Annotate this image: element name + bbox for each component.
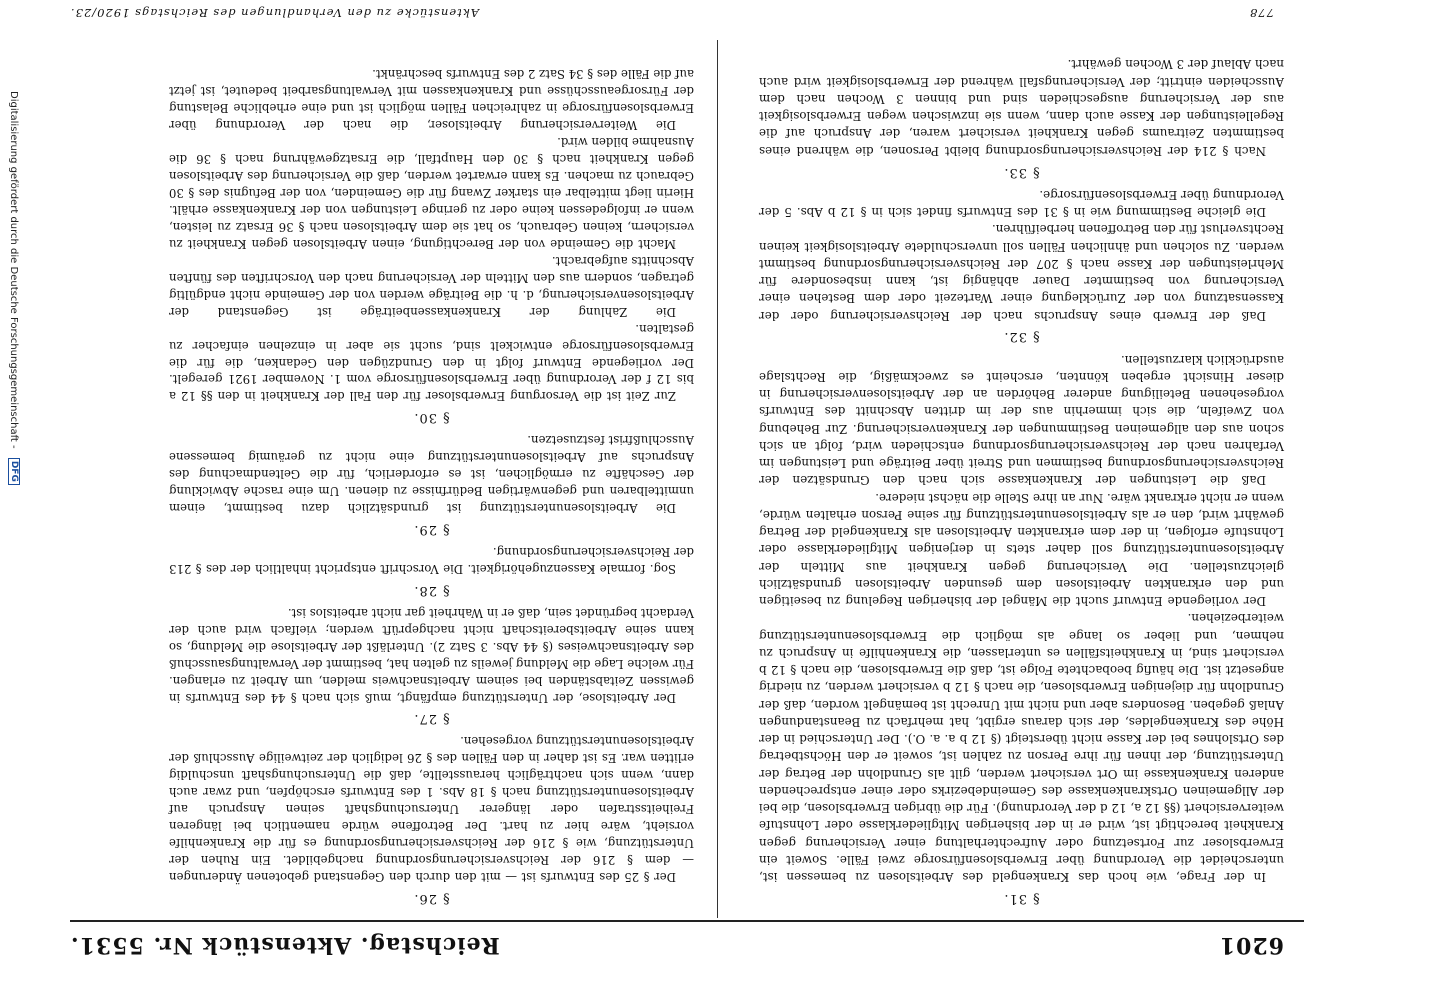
paragraph: Der vorliegende Entwurf sucht die Mängel der bisherigen Regelung zu beseitigen und den erkrankten Arbeitslosen dem gesunden Arbeitslosen grundsätzlich gleichzustellen. Die Versicherung gegen Krankheit aus Mitteln der Arbeitslosenunterstützung soll daher stets in derjenigen Mitgliederklasse oder Lohnstufe erfolgen, in der dem erkrankten Arbeitslosen als Krankengeld der Betrag gewährt wird, den er als Arbeitslosenunterstützung für seine Person erhalten würde, wenn er nicht erkrankt wäre. Nur an ihre Stelle die nächst niedere.: [759, 490, 1284, 609]
credit-text: Digitalisierung gefördert durch die Deutsche Forschungsgemeinschaft -: [8, 91, 20, 449]
section-heading: § 30.: [413, 410, 450, 426]
running-title: Reichstag. Aktenstück Nr. 5531.: [70, 932, 500, 958]
sheet-number: 778: [1249, 6, 1274, 20]
digitization-credit: [4, 91, 20, 891]
page-number: 6201: [1218, 932, 1284, 958]
paragraph: Die Weiterversicherung Arbeitsloser, die nach der Verordnung über Erwerbslosenfürsorge in zahlreichen Fällen möglich ist und eine erhebliche Belastung der Fürsorgeausschüsse und Krankenkassen mit Verwaltungsarbeit bedeutet, ist jetzt auf die Fälle des § 34 Satz 2 des Entwurfs beschränkt.: [169, 67, 694, 132]
header-rule: [70, 920, 1304, 922]
paragraph: Macht die Gemeinde von der Berechtigung, einen Arbeitslosen gegen Krankheit zu versichern, keinen Gebrauch, so hat sie dem Arbeitslosen nach § 36 Ersatz zu leisten, wenn er infolgedessen keine oder zu geringe Leistungen von der Krankenkasse erhält. Hierin liegt mittelbar ein starker Zwang für die Gemeinden, von der Befugnis des § 30 Gebrauch zu machen. Es kann erwartet werden, daß die Versicherung des Arbeitslosen gegen Krankheit nach § 30 den Hauptfall, die Ersatzgewährung nach § 36 die Ausnahme bilden wird.: [169, 134, 694, 251]
paragraph: Die gleiche Bestimmung wie in § 31 des Entwurfs findet sich in § 12 b Abs. 5 der Verordnung über Erwerbslosenfürsorge.: [759, 187, 1284, 220]
paragraph: Der Arbeitslose, der Unterstützung empfängt, muß sich nach § 44 des Entwurfs in gewissen Zeitabständen bei seinem Arbeitsnachweis melden, um Arbeit zu erlangen. Für welche Lage die Meldung jeweils zu gelten hat, bestimmt der Verwaltungsausschuß des Arbeitsnachweises (§ 44 Abs. 3 Satz 2). Unterläßt der Arbeitslose die Meldung, so kann seine Arbeitsbereitschaft nicht nachgeprüft werden; vielfach wird auch der Verdacht begründet sein, daß er in Wahrheit gar nicht arbeitslos ist.: [169, 605, 694, 705]
paragraph: Die Zahlung der Krankenkassenbeiträge ist Gegenstand der Arbeitslosenversicherung, d. h. die Beiträge werden von der Gemeinde nicht endgültig getragen, sondern aus den Mitteln der Versicherung nach den Vorschriften des fünften Abschnitts aufgebracht.: [169, 253, 694, 319]
right-column: [169, 65, 694, 912]
left-column: [759, 55, 1284, 912]
section-heading: § 29.: [413, 522, 450, 537]
dfg-logo: DFG: [8, 458, 20, 485]
section-heading: § 33.: [1003, 164, 1040, 180]
paragraph: Die Arbeitslosenunterstützung ist grundsätzlich dazu bestimmt, einem unmittelbaren und gegenwärtigen Bedürfnisse zu dienen. Um eine rasche Abwicklung der Geschäfte zu ermöglichen, ist es erforderlich, für die Geltendmachung des Anspruchs auf Arbeitslosenunterstützung eine nicht zu geräumig bemessene Ausschlußfrist festzusetzen.: [169, 433, 694, 516]
paragraph: Daß die Leistungen der Krankenkasse sich nach den Grundsätzen der Reichsversicherungsordnung bestimmen und Streit über Beiträge und Leistungen im Verfahren nach der Reichsversicherungsordnung entschieden wird, folgt an sich schon aus den allgemeinen Bestimmungen der Krankenversicherung. Zur Behebung von Zweifeln, die sich immerhin aus der im dritten Abschnitt des Entwurfs vorgesehenen Beteiligung anderer Behörden an der Arbeitslosenversicherung in dieser Hinsicht ergeben könnten, erscheint es zweckmäßig, die Rechtslage ausdrücklich klarzustellen.: [759, 352, 1284, 488]
section-heading: § 26.: [413, 891, 450, 906]
column-divider: [717, 40, 718, 918]
section-heading: § 28.: [413, 582, 450, 598]
section-heading: § 32.: [1003, 329, 1040, 345]
paragraph: Daß der Erwerb eines Anspruchs nach der Reichsversicherung oder der Kassensatzung von der Zurücklegung einer Wartezeit oder dem Bestehen einer Versicherung von bestimmter Dauer abhängig ist, kann insbesondere für Mehrleistungen der Kasse nach § 207 der Reichsversicherungsordnung bestimmt werden. Zu solchen und ähnlichen Fällen soll unverschuldete Arbeitslosigkeit keinen Rechtsverlust für den Betroffenen herbeiführen.: [759, 222, 1284, 323]
paragraph: Nach § 214 der Reichsversicherungsordnung bleibt Personen, die während eines bestimmten Zeitraums gegen Krankheit versichert waren, der Anspruch auf die Regelleistungen der Kasse auch dann, wenn sie inzwischen wegen Erwerbslosigkeit aus der Versicherung ausgeschieden sind und binnen 3 Wochen nach dem Ausscheiden eintritt; der Versicherungsfall während der Erwerbslosigkeit wird auch nach Ablauf der 3 Wochen gewährt.: [759, 57, 1284, 158]
section-heading: § 27.: [413, 711, 450, 727]
running-head: [70, 928, 1284, 958]
paragraph: Zur Zeit ist die Versorgung Erwerbsloser für den Fall der Krankheit in den §§ 12 a bis 12 f der Verordnung über Erwerbslosenfürsorge vom 1. November 1921 geregelt. Der vorliegende Entwurf folgt in den Grundzügen den Gedanken, die für die Erwerbslosenfürsorge entwickelt sind, sucht sie aber in einzelnen einfacher zu gestalten.: [169, 321, 694, 404]
section-heading: § 31.: [1003, 891, 1040, 906]
paragraph: Der § 25 des Entwurfs ist — mit den durch den Gegenstand gebotenen Änderungen — dem § 216 der Reichsversicherungsordnung nachgebildet. Ein Ruhen der Unterstützung, wie § 216 der Reichsversicherungsordnung es für die Krankenhilfe vorsieht, wäre hier zu hart. Der Betroffene würde namentlich bei längeren Freiheitsstrafen oder längerer Untersuchungshaft seinen Anspruch auf Arbeitslosenunterstützung nach § 18 Abs. 1 des Entwurfs erschöpfen, und zwar auch dann, wenn sich nachträglich herausstellte, daß die Untersuchungshaft unschuldig erlitten war. Es ist daher in den Fällen des § 26 lediglich der zeitweilige Ausschluß der Arbeitslosenunterstützung vorgesehen.: [169, 734, 694, 885]
footer-title: Aktenstücke zu den Verhandlungen des Reichstags 1920/23.: [70, 6, 480, 20]
paragraph: Sog. formale Kassenzugehörigkeit. Die Vorschrift entspricht inhaltlich der des § 213 der Reichsversicherungsordnung.: [169, 544, 694, 576]
paragraph: In der Frage, wie hoch das Krankengeld des Arbeitslosen zu bemessen ist, unterscheidet die Verordnung über Erwerbslosenfürsorge zwei Fälle. Soweit ein Erwerbsloser zur Fortsetzung oder Aufrechterhaltung einer Versicherung gegen Krankheit berechtigt ist, wird er in der bisherigen Mitgliederklasse oder Lohnstufe weiterversichert (§§ 12 a, 12 d der Verordnung). Für die übrigen Erwerbslosen, die bei der Allgemeinen Ortskrankenkasse des Gemeindebezirks oder einer entsprechenden anderen Krankenkasse im Ort versichert werden, gilt als Grundlohn der Betrag der Unterstützung, der ihnen für ihre Person zu zahlen ist, soweit er den Höchstbetrag des Ortslohnes bei der Kasse nicht übersteigt (§ 12 b a. a. O.). Der Unterschied in der Höhe des Krankengeldes, der sich daraus ergibt, hat mehrfach zu Beanstandungen Anlaß gegeben. Besonders aber und nicht mit Unrecht ist bemängelt worden, daß der Grundlohn für diejenigen Erwerbslosen, die nach § 12 b versichert werden, zu niedrig angesetzt ist. Die häufig beobachtete Folge ist, daß die Erwerbslosen, die nach § 12 b versichert sind, in Krankheitsfällen es unterlassen, die Krankenhilfe in Anspruch zu nehmen, und lieber so lange als möglich die Erwerbslosenunterstützung weiterbeziehen.: [759, 611, 1284, 885]
